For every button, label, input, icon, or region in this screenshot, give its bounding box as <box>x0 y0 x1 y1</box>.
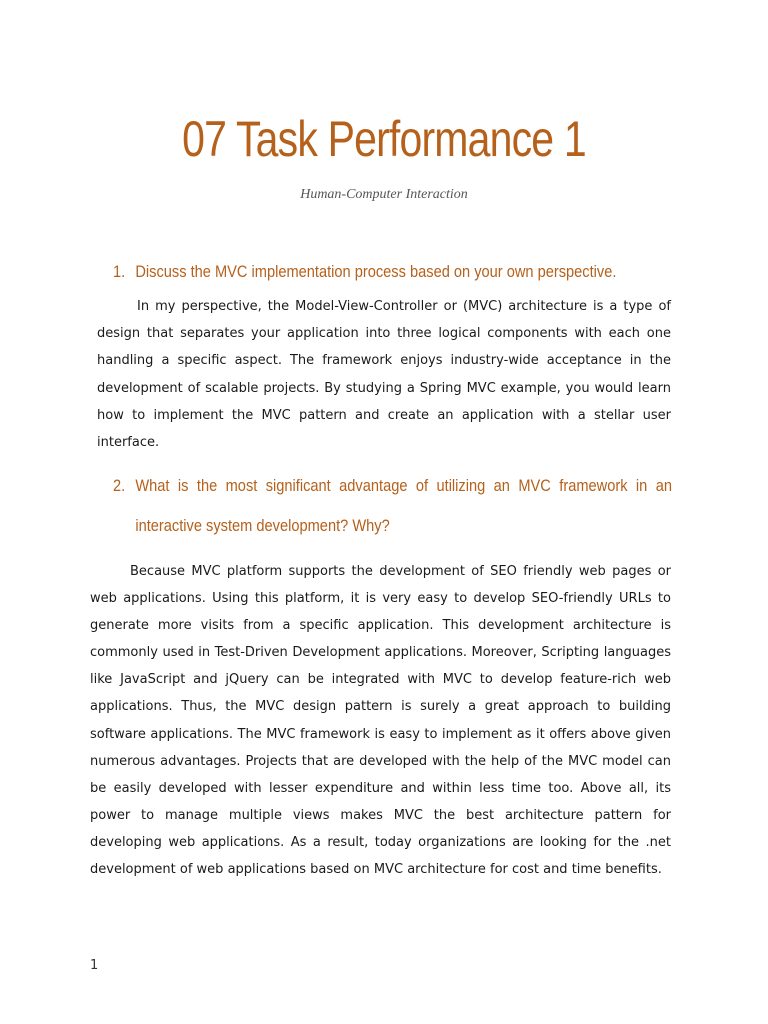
document-title: 07 Task Performance 1 <box>182 111 586 167</box>
question-1-number: 1. <box>113 262 126 281</box>
question-1-heading <box>113 252 732 292</box>
answer-2-paragraph: Because MVC platform supports the development of SEO friendly web pages or web applications. Using this platform, it is very easy to develop SEO-friendly URLs to generate more visits from a specific application. This development architecture is commonly used in Test-Driven Development applications. Moreover, Scripting languages like JavaScript and jQuery can be integrated with MVC to develop feature-rich web applications. Thus, the MVC design pattern is surely a great approach to building software applications. The MVC framework is easy to implement as it offers above given numerous advantages. Projects that are developed with the help of the MVC model can be easily developed with lesser expenditure and within less time too. Above all, its power to manage multiple views makes MVC the best architecture pattern for developing web applications. As a result, today organizations are looking for the .net development of web applications based on MVC architecture for cost and time benefits. <box>90 564 671 878</box>
page-number: 1 <box>90 958 99 973</box>
question-2-heading <box>113 466 672 546</box>
question-2-text: What is the most significant advantage of utilizing an MVC framework in an interactive system development? Why? <box>135 476 673 535</box>
answer-1-paragraph: In my perspective, the Model-View-Controller or (MVC) architecture is a type of design that separates your application into three logical components with each one handling a specific aspect. The framework enjoys industry-wide acceptance in the development of scalable projects. By studying a Spring MVC example, you would learn how to implement the MVC pattern and create an application with a stellar user interface. <box>97 299 671 451</box>
document-subtitle: Human-Computer Interaction <box>300 187 468 202</box>
question-1-text: Discuss the MVC implementation process based on your own perspective. <box>135 262 617 281</box>
question-2-number: 2. <box>113 476 126 495</box>
